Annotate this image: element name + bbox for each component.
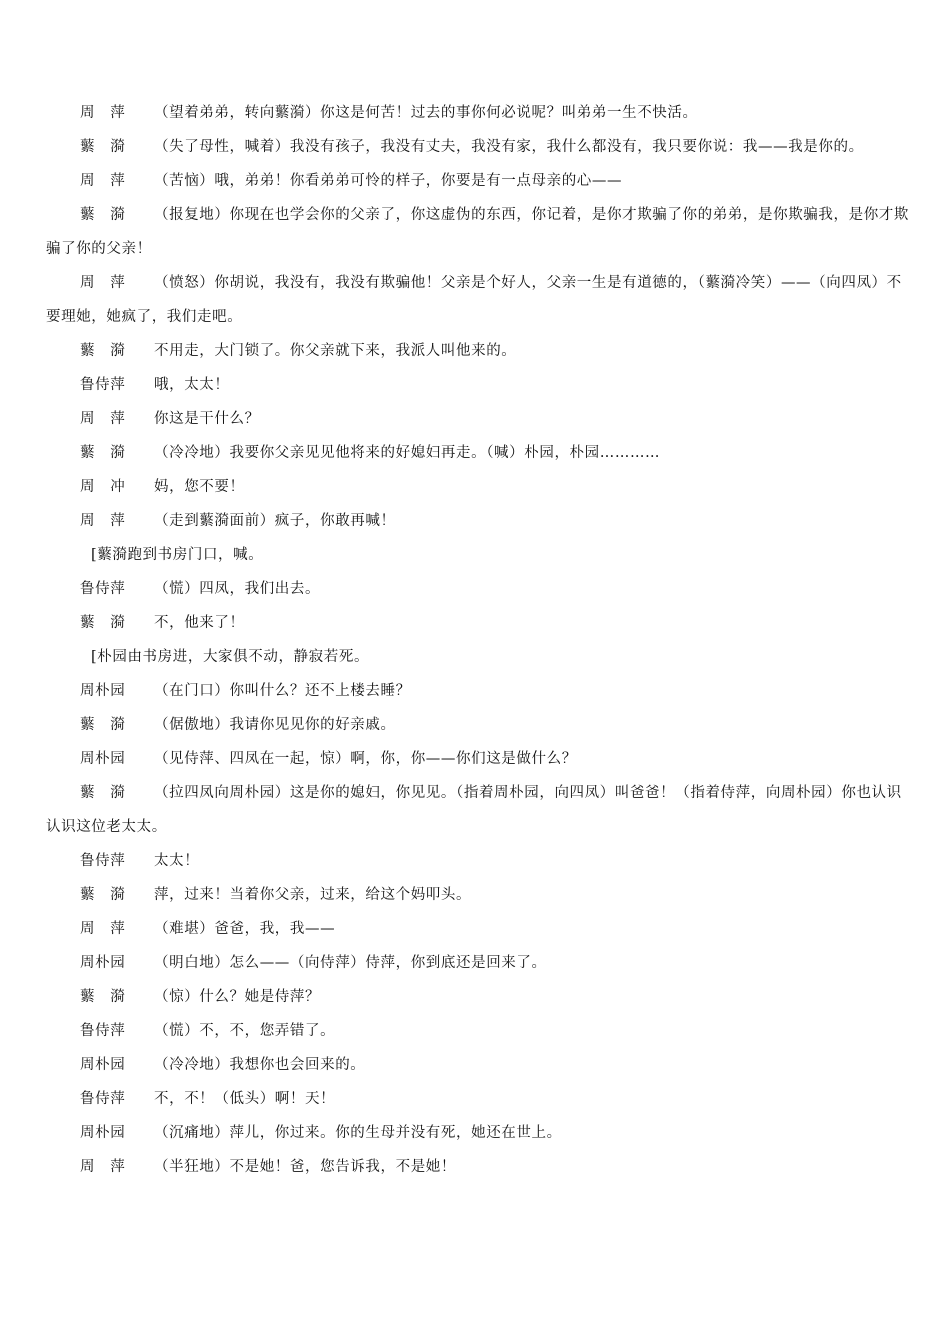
speaker-name: 周 萍 bbox=[80, 275, 126, 291]
dialogue-text: （愤怒）你胡说，我没有，我没有欺骗他！父亲是个好人，父亲一生是有道德的，（蘩漪冷笑）——（向四凤）不要理她，她疯了，我们走吧。 bbox=[46, 275, 902, 325]
dialogue-text: （冷冷地）我想你也会回来的。 bbox=[154, 1057, 366, 1073]
dialogue-line bbox=[46, 980, 910, 1014]
dialogue-text: 不，他来了！ bbox=[154, 615, 245, 631]
speaker-name: 周朴园 bbox=[80, 751, 126, 767]
speaker-name: 周朴园 bbox=[80, 1057, 126, 1073]
speaker-name: 蘩 漪 bbox=[80, 207, 126, 223]
dialogue-text: （惊）什么？她是侍萍？ bbox=[154, 989, 321, 1005]
dialogue-line bbox=[46, 198, 910, 266]
speaker-name: 周 萍 bbox=[80, 173, 126, 189]
speaker-name: 蘩 漪 bbox=[80, 989, 126, 1005]
dialogue-line bbox=[46, 402, 910, 436]
speaker-name: 周 冲 bbox=[80, 479, 126, 495]
speaker-name: 周 萍 bbox=[80, 513, 126, 529]
speaker-name: 蘩 漪 bbox=[80, 139, 126, 155]
dialogue-line bbox=[46, 572, 910, 606]
dialogue-text: （苦恼）哦，弟弟！你看弟弟可怜的样子，你要是有一点母亲的心—— bbox=[154, 173, 623, 189]
dialogue-line bbox=[46, 470, 910, 504]
dialogue-line bbox=[46, 504, 910, 538]
speaker-name: 鲁侍萍 bbox=[80, 377, 126, 393]
speaker-name: 鲁侍萍 bbox=[80, 1023, 126, 1039]
speaker-name: 鲁侍萍 bbox=[80, 581, 126, 597]
dialogue-text: （慌）四凤，我们出去。 bbox=[154, 581, 321, 597]
dialogue-text: （见侍萍、四凤在一起，惊）啊，你，你——你们这是做什么？ bbox=[154, 751, 577, 767]
dialogue-text: （沉痛地）萍儿，你过来。你的生母并没有死，她还在世上。 bbox=[154, 1125, 562, 1141]
dialogue-text: （冷冷地）我要你父亲见见他将来的好媳妇再走。（喊）朴园，朴园………… bbox=[154, 445, 661, 461]
stage-direction-text: [朴园由书房进，大家俱不动，静寂若死。 bbox=[91, 649, 370, 665]
speaker-name: 周 萍 bbox=[80, 921, 126, 937]
dialogue-text: （慌）不，不，您弄错了。 bbox=[154, 1023, 336, 1039]
dialogue-line bbox=[46, 368, 910, 402]
dialogue-line bbox=[46, 776, 910, 844]
speaker-name: 鲁侍萍 bbox=[80, 1091, 126, 1107]
dialogue-text: 不用走，大门锁了。你父亲就下来，我派人叫他来的。 bbox=[154, 343, 517, 359]
speaker-name: 鲁侍萍 bbox=[80, 853, 126, 869]
dialogue-text: 太太！ bbox=[154, 853, 200, 869]
dialogue-text: （半狂地）不是她！爸，您告诉我，不是她！ bbox=[154, 1159, 456, 1175]
speaker-name: 周朴园 bbox=[80, 683, 126, 699]
dialogue-line bbox=[46, 674, 910, 708]
speaker-name: 蘩 漪 bbox=[80, 887, 126, 903]
dialogue-text: （失了母性，喊着）我没有孩子，我没有丈夫，我没有家，我什么都没有，我只要你说：我——我是你的。 bbox=[154, 139, 864, 155]
stage-direction-text: [蘩漪跑到书房门口，喊。 bbox=[91, 547, 264, 563]
dialogue-line bbox=[46, 844, 910, 878]
dialogue-line bbox=[46, 96, 910, 130]
dialogue-line bbox=[46, 1048, 910, 1082]
dialogue-text: 哦，太太！ bbox=[154, 377, 230, 393]
dialogue-text: （望着弟弟，转向蘩漪）你这是何苦！过去的事你何必说呢？叫弟弟一生不快活。 bbox=[154, 105, 698, 121]
speaker-name: 蘩 漪 bbox=[80, 717, 126, 733]
stage-direction bbox=[46, 640, 910, 674]
dialogue-line bbox=[46, 1150, 910, 1184]
stage-direction bbox=[46, 538, 910, 572]
dialogue-line bbox=[46, 708, 910, 742]
dialogue-text: 不，不！（低头）啊！天！ bbox=[154, 1091, 336, 1107]
dialogue-line bbox=[46, 266, 910, 334]
dialogue-text: （倨傲地）我请你见见你的好亲戚。 bbox=[154, 717, 396, 733]
speaker-name: 周朴园 bbox=[80, 1125, 126, 1141]
speaker-name: 周 萍 bbox=[80, 1159, 126, 1175]
dialogue-text: （拉四凤向周朴园）这是你的媳妇，你见见。（指着周朴园，向四凤）叫爸爸！（指着侍萍，向周朴园）你也认识认识这位老太太。 bbox=[46, 785, 902, 835]
dialogue-line bbox=[46, 436, 910, 470]
dialogue-line bbox=[46, 164, 910, 198]
dialogue-line bbox=[46, 130, 910, 164]
speaker-name: 蘩 漪 bbox=[80, 615, 126, 631]
dialogue-line bbox=[46, 878, 910, 912]
dialogue-line bbox=[46, 606, 910, 640]
dialogue-line bbox=[46, 1014, 910, 1048]
dialogue-text: （报复地）你现在也学会你的父亲了，你这虚伪的东西，你记着，是你才欺骗了你的弟弟，是你欺骗我，是你才欺骗了你的父亲！ bbox=[46, 207, 909, 257]
dialogue-text: （在门口）你叫什么？还不上楼去睡？ bbox=[154, 683, 411, 699]
speaker-name: 周朴园 bbox=[80, 955, 126, 971]
dialogue-line bbox=[46, 1082, 910, 1116]
dialogue-text: 你这是干什么？ bbox=[154, 411, 260, 427]
dialogue-text: （明白地）怎么——（向侍萍）侍萍，你到底还是回来了。 bbox=[154, 955, 547, 971]
speaker-name: 蘩 漪 bbox=[80, 343, 126, 359]
dialogue-line bbox=[46, 912, 910, 946]
speaker-name: 周 萍 bbox=[80, 411, 126, 427]
dialogue-line bbox=[46, 946, 910, 980]
dialogue-line bbox=[46, 1116, 910, 1150]
speaker-name: 蘩 漪 bbox=[80, 785, 126, 801]
speaker-name: 周 萍 bbox=[80, 105, 126, 121]
script-body bbox=[46, 96, 910, 1184]
dialogue-line bbox=[46, 334, 910, 368]
dialogue-text: （走到蘩漪面前）疯子，你敢再喊！ bbox=[154, 513, 396, 529]
dialogue-text: 妈，您不要！ bbox=[154, 479, 245, 495]
dialogue-text: （难堪）爸爸，我，我—— bbox=[154, 921, 336, 937]
dialogue-line bbox=[46, 742, 910, 776]
speaker-name: 蘩 漪 bbox=[80, 445, 126, 461]
dialogue-text: 萍，过来！当着你父亲，过来，给这个妈叩头。 bbox=[154, 887, 472, 903]
